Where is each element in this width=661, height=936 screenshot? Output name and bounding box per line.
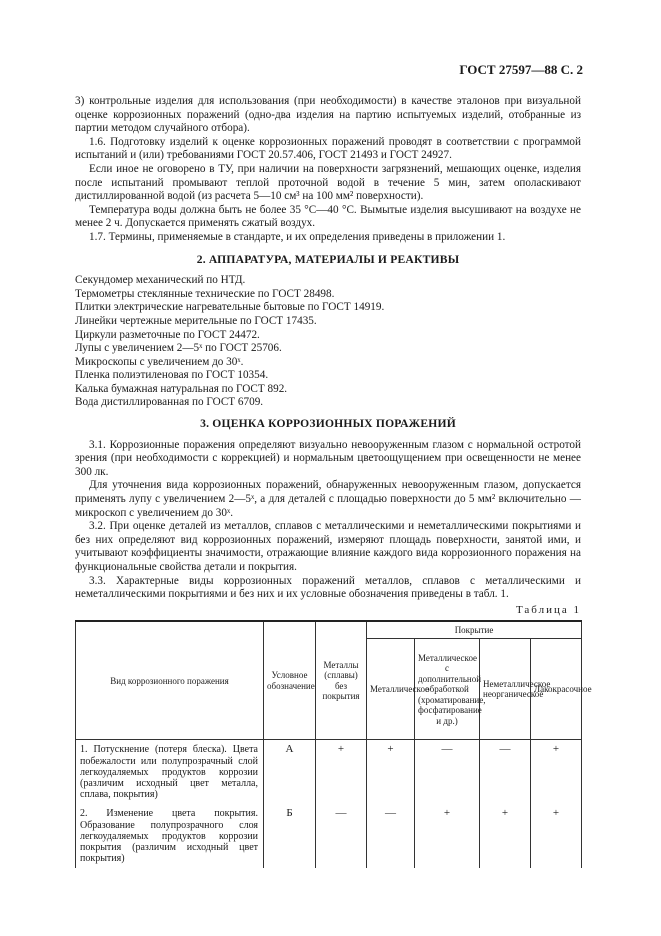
row-mark: —: [480, 740, 531, 805]
paragraph-3-1: 3.1. Коррозионные поражения определяют визуально невооруженным глазом с нормальной остротой зрения (при необходимости с коррекцией) и нормальным цветоощущением при освещенности не менее 300 лк.: [75, 438, 581, 478]
list-item: Калька бумажная натуральная по ГОСТ 892.: [75, 382, 288, 395]
table-row: [76, 740, 582, 805]
section-3-title: 3. ОЦЕНКА КОРРОЗИОННЫХ ПОРАЖЕНИЙ: [200, 417, 456, 431]
row-symbol: Б: [264, 804, 316, 868]
row-mark: +: [531, 804, 582, 868]
list-item: Пленка полиэтиленовая по ГОСТ 10354.: [75, 369, 269, 382]
row-mark: +: [480, 804, 531, 868]
row-kind: 1. Потускнение (потеря блеска). Цвета побежалости или полупрозрачный слой легкоудаляемых продуктов коррозии (различим исходный цвет металла, сплава, покрытия): [76, 740, 264, 805]
table-header-row: [76, 621, 582, 639]
paragraph-3-1b: Для уточнения вида коррозионных поражений, обнаруженных невооруженным глазом, допускается применять лупу с увеличением 2—5ˣ, а для деталей с площадью поверхности до 5 мм² включительно — микроскоп с увеличением до 30ˣ.: [75, 479, 581, 519]
paragraph-4: Температура воды должна быть не более 35 °С—40 °С. Вымытые изделия высушивают на воздухе не менее 2 ч. Допускается применять сжатый воздух.: [75, 203, 581, 230]
list-item: Лупы с увеличением 2—5ˣ по ГОСТ 25706.: [75, 342, 282, 355]
section-2-title: 2. АППАРАТУРА, МАТЕРИАЛЫ И РЕАКТИВЫ: [196, 252, 460, 266]
row-symbol: А: [264, 740, 316, 805]
list-item: Секундомер механический по НТД.: [75, 274, 246, 287]
header-symbol: Условное обозначение: [264, 621, 316, 740]
row-mark: +: [367, 740, 415, 805]
table-row: [76, 804, 582, 868]
row-mark: —: [367, 804, 415, 868]
paragraph-1: 3) контрольные изделия для использования (при необходимости) в качестве эталонов при визуальной оценке коррозионных поражений (одно-два изделия на партию испытуемых изделий, отобранные из партии методом случайного отбора).: [75, 95, 581, 135]
list-item: Вода дистиллированная по ГОСТ 6709.: [75, 396, 264, 409]
paragraph-3-2: 3.2. При оценке деталей из металлов, сплавов с металлическими и неметаллическими покрытиями и без них определяют вид коррозионных поражений, измеряют площадь поверхности, занятой ими, и учитывают коэффициенты значимости, отражающие влияние каждого вида коррозионного поражения на функциональные свойства детали и покрытия.: [75, 520, 581, 573]
row-mark: +: [415, 804, 480, 868]
row-mark: —: [415, 740, 480, 805]
row-kind: 2. Изменение цвета покрытия. Образование полупрозрачного слоя легкоудаляемых продуктов коррозии покрытия (различим исходный цвет покрытия): [76, 804, 264, 868]
header-coating: Покрытие: [367, 621, 582, 639]
row-mark: +: [531, 740, 582, 805]
row-mark: +: [316, 740, 367, 805]
paragraph-3: Если иное не оговорено в ТУ, при наличии на поверхности загрязнений, мешающих оценке, изделия после испытаний промывают теплой проточной водой в течение 5 мин, затем ополаскивают дистиллированной водой (из расчета 5—10 см³ на 100 мм² поверхности).: [75, 162, 581, 203]
paragraph-5: 1.7. Термины, применяемые в стандарте, и их определения приведены в приложении 1.: [89, 230, 506, 243]
list-item: Циркули разметочные по ГОСТ 24472.: [75, 328, 260, 341]
row-mark: —: [316, 804, 367, 868]
paragraph-3-3: 3.3. Характерные виды коррозионных поражений металлов, сплавов с металлическими и неметаллическими покрытиями и без них и их условные обозначения приведены в табл. 1.: [75, 574, 581, 601]
header-paint: Лакокрасочное: [531, 639, 582, 740]
page-header: ГОСТ 27597—88 С. 2: [459, 62, 583, 77]
list-item: Линейки чертежные мерительные по ГОСТ 17435.: [75, 314, 317, 327]
corrosion-table: [75, 620, 592, 868]
equipment-list: [75, 274, 581, 410]
paragraph-2: 1.6. Подготовку изделий к оценке коррозионных поражений проводят в соответствии с программой испытаний и (или) требованиями ГОСТ 20.57.406, ГОСТ 21493 и ГОСТ 24927.: [75, 135, 581, 162]
header-metallic: Металлическое: [367, 639, 415, 740]
header-kind: Вид коррозионного поражения: [76, 621, 264, 740]
list-item: Термометры стеклянные технические по ГОСТ 28498.: [75, 287, 335, 300]
document-body: [75, 95, 592, 868]
list-item: Микроскопы с увеличением до 30ˣ.: [75, 355, 244, 368]
header-metals: Металлы (сплавы) без покрытия: [316, 621, 367, 740]
header-inorganic: Неметаллическое неорганическое: [480, 639, 531, 740]
table-caption: Таблица 1: [515, 603, 581, 616]
header-metallic-treated: Металлическое с дополнительной обработкой (хроматирование, фосфатирование и др.): [415, 639, 480, 740]
list-item: Плитки электрические нагревательные бытовые по ГОСТ 14919.: [75, 301, 385, 314]
